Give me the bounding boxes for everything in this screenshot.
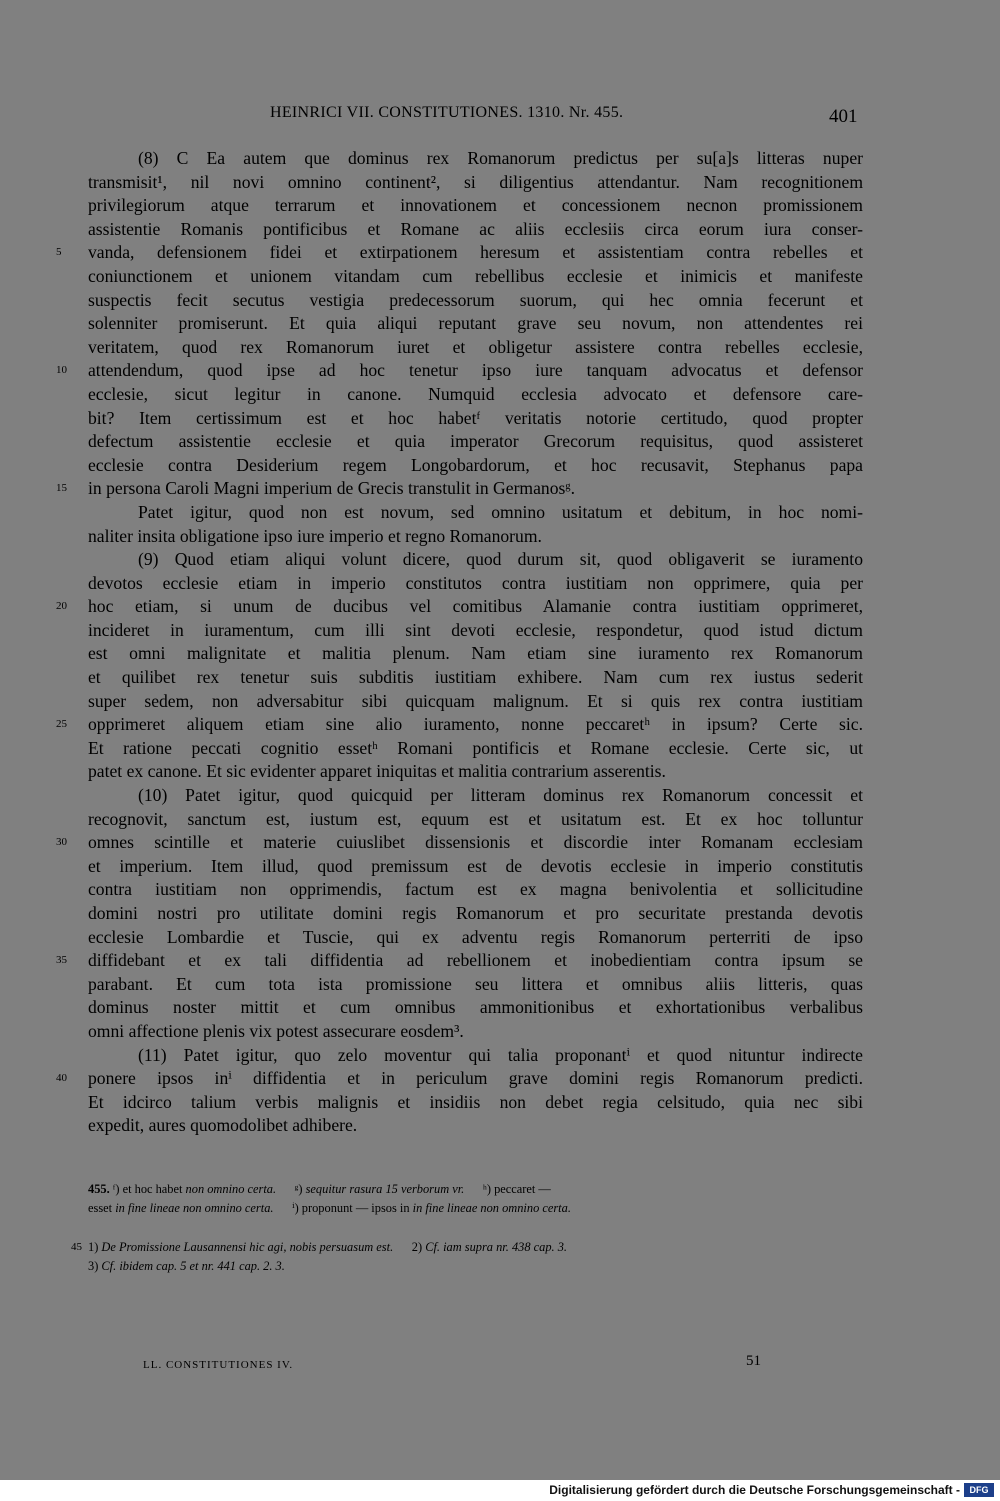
footnote-part: ᶠ) et hoc habet bbox=[112, 1182, 186, 1196]
text-line bbox=[88, 194, 863, 218]
text-line-content: coniunctionem et unionem vitandam cum rebellibus ecclesie et inimicis et manifeste bbox=[88, 265, 863, 286]
text-line-content: parabant. Et cum tota ista promissione seu littera et omnibus aliis litteris, quas bbox=[88, 973, 863, 994]
text-line bbox=[88, 1044, 863, 1068]
text-line-content: patet ex canone. Et sic evidenter apparet iniquitas et malitia contrarium asserentis. bbox=[88, 761, 666, 782]
text-line bbox=[88, 619, 863, 643]
footnote-part: Cf. ibidem cap. 5 et nr. 441 cap. 2. 3. bbox=[101, 1259, 285, 1273]
text-line-content: solenniter promiserunt. Et quia aliqui reputant grave seu novum, non attendentes rei bbox=[88, 313, 863, 334]
text-line-content: contra iustitiam non opprimendis, factum est ex magna benivolentia et sollicitudine bbox=[88, 879, 863, 900]
text-line bbox=[56, 241, 863, 265]
footnote-part: 3) bbox=[88, 1259, 102, 1273]
text-line bbox=[56, 477, 863, 501]
text-line-content: transmisit¹, nil novi omnino continent², si diligentius attendantur. Nam recognitionem bbox=[88, 171, 863, 192]
text-line bbox=[88, 1114, 863, 1138]
line-number: 45 bbox=[71, 1241, 82, 1253]
text-line-content: (9) Quod etiam aliqui volunt dicere, quod durum sit, quod obligaverit se iuramento bbox=[138, 549, 863, 570]
text-line bbox=[88, 336, 863, 360]
text-line-content: opprimeret aliquem etiam sine alio iuramento, nonne peccaretʰ in ipsum? Certe sic. bbox=[88, 714, 863, 735]
text-line bbox=[88, 218, 863, 242]
footnote-part: 2) bbox=[393, 1240, 426, 1254]
text-line bbox=[56, 713, 863, 737]
text-line bbox=[88, 855, 863, 879]
text-line-content: in persona Caroli Magni imperium de Grecis transtulit in Germanosᵍ. bbox=[88, 478, 576, 499]
running-header: HEINRICI VII. CONSTITUTIONES. 1310. Nr. 455. bbox=[270, 104, 624, 121]
page-number: 401 bbox=[829, 106, 858, 127]
text-line bbox=[88, 737, 863, 761]
text-line-content: est omni malignitate et malitia plenum. Nam etiam sine iuramento rex Romanorum bbox=[88, 643, 863, 664]
text-line-content: Et ratione peccati cognitio essetʰ Romani pontificis et Romane ecclesie. Certe sic, ut bbox=[88, 737, 863, 758]
text-line-content: ecclesie Lombardie et Tuscie, qui ex adventu regis Romanorum perterriti de ipso bbox=[88, 926, 863, 947]
text-line bbox=[56, 1067, 863, 1091]
text-line bbox=[88, 548, 863, 572]
text-line bbox=[88, 666, 863, 690]
text-line bbox=[88, 525, 863, 549]
footnote-part: sequitur rasura 15 verborum vr. bbox=[305, 1182, 465, 1196]
text-line-content: ecclesie, sicut legitur in canone. Numquid ecclesia advocato et defensore care- bbox=[88, 383, 863, 404]
text-line bbox=[88, 642, 863, 666]
footnote-line bbox=[88, 1257, 863, 1276]
line-number: 10 bbox=[56, 364, 67, 377]
text-line bbox=[56, 359, 863, 383]
text-line-content: hoc etiam, si unum de ducibus vel comitibus Alamanie contra iustitiam opprimeret, bbox=[88, 596, 863, 617]
text-line bbox=[56, 831, 863, 855]
text-line-content: ecclesie contra Desiderium regem Longobardorum, et hoc recusavit, Stephanus papa bbox=[88, 454, 863, 475]
credit-text: Digitalisierung gefördert durch die Deutsche Forschungsgemeinschaft - bbox=[549, 1483, 960, 1497]
text-line bbox=[56, 949, 863, 973]
footnote-part: 1) bbox=[88, 1240, 102, 1254]
footnote-part: 455. bbox=[88, 1182, 113, 1196]
text-line-content: assistentie Romanis pontificibus et Romane ac aliis ecclesiis circa eorum iura conser- bbox=[88, 218, 863, 239]
text-line-content: (11) Patet igitur, quo zelo moventur qui talia proponantⁱ et quod nituntur indirecte bbox=[138, 1044, 863, 1065]
text-line bbox=[88, 926, 863, 950]
text-line-content: domini nostri pro utilitate domini regis Romanorum et pro securitate prestanda devotis bbox=[88, 903, 863, 923]
footnote-part: in fine lineae non omnino certa. bbox=[412, 1201, 571, 1215]
text-line-content: (8) C Ea autem que dominus rex Romanorum predictus per su[a]s litteras nuper bbox=[138, 148, 863, 168]
text-line bbox=[88, 501, 863, 525]
text-line-content: Patet igitur, quod non est novum, sed omnino usitatum et debitum, in hoc nomi- bbox=[138, 501, 863, 522]
line-number: 30 bbox=[56, 836, 67, 849]
footnote-line bbox=[88, 1180, 863, 1199]
text-line-content: naliter insita obligatione ipso iure imperio et regno Romanorum. bbox=[88, 525, 542, 546]
footer-series: LL. CONSTITUTIONES IV. bbox=[143, 1359, 294, 1371]
text-line-content: expedit, aures quomodolibet adhibere. bbox=[88, 1115, 358, 1136]
text-line bbox=[88, 430, 863, 454]
footnote-part: ⁱ) proponunt — ipsos in bbox=[273, 1201, 413, 1215]
variant-notes bbox=[88, 1180, 863, 1218]
dfg-logo[interactable]: DFG bbox=[964, 1483, 994, 1497]
line-number: 35 bbox=[56, 954, 67, 967]
text-line bbox=[88, 312, 863, 336]
text-line bbox=[88, 1091, 863, 1115]
footnote-line bbox=[71, 1238, 863, 1257]
text-line-content: vanda, defensionem fidei et extirpationem heresum et assistentiam contra rebelles et bbox=[88, 242, 863, 263]
line-number: 20 bbox=[56, 600, 67, 613]
text-line-content: recognovit, sanctum est, iustum est, equum est et usitatum est. Et ex hoc tolluntur bbox=[88, 808, 863, 829]
text-line bbox=[88, 973, 863, 997]
footnote-part: esset bbox=[88, 1201, 116, 1215]
line-number: 40 bbox=[56, 1072, 67, 1085]
text-line-content: veritatem, quod rex Romanorum iuret et obligetur assistere contra rebelles ecclesie, bbox=[88, 336, 863, 357]
source-notes bbox=[71, 1238, 863, 1276]
text-line-content: et quilibet rex tenetur suis subditis iustitiam exhibere. Nam cum rex iustus sederit bbox=[88, 667, 863, 688]
text-line-content: attendendum, quod ipse ad hoc tenetur ipso iure tanquam advocatus et defensor bbox=[88, 360, 863, 381]
text-line-content: Et idcirco talium verbis malignis et insidiis non debet regia celsitudo, quia nec sibi bbox=[88, 1091, 863, 1112]
text-line-content: defectum assistentie ecclesie et quia imperator Grecorum requisitus, quod assisteret bbox=[88, 431, 863, 452]
text-line bbox=[88, 996, 863, 1020]
text-line bbox=[88, 265, 863, 289]
text-line-content: dominus noster mittit et cum omnibus ammonitionibus et exhortationibus verbalibus bbox=[88, 997, 863, 1018]
text-line bbox=[88, 454, 863, 478]
text-line bbox=[56, 595, 863, 619]
footnote-part: Cf. iam supra nr. 438 cap. 3. bbox=[425, 1240, 568, 1254]
footnote-part: ᵍ) bbox=[276, 1182, 306, 1196]
text-line-content: diffidebant et ex tali diffidentia ad rebellionem et inobedientiam contra ipsum se bbox=[88, 950, 863, 971]
text-line bbox=[88, 383, 863, 407]
digitization-credit-bar bbox=[0, 1480, 1000, 1501]
text-line bbox=[88, 1020, 863, 1044]
text-line bbox=[88, 572, 863, 596]
text-line bbox=[88, 760, 863, 784]
text-line bbox=[88, 690, 863, 714]
text-line bbox=[88, 808, 863, 832]
footnote-part: in fine lineae non omnino certa. bbox=[115, 1201, 274, 1215]
footnote-part: non omnino certa. bbox=[185, 1182, 277, 1196]
text-line bbox=[88, 902, 863, 926]
footnote-line bbox=[88, 1199, 863, 1218]
text-line-content: suspectis fecit secutus vestigia predecessorum suorum, qui hec omnia fecerunt et bbox=[88, 289, 863, 310]
footnote-part: De Promissione Lausannensi hic agi, nobis persuasum est. bbox=[101, 1240, 394, 1254]
text-line-content: devotos ecclesie etiam in imperio constitutos contra iustitiam non opprimere, quia per bbox=[88, 572, 863, 593]
footer-signature: 51 bbox=[746, 1353, 761, 1369]
text-line-content: omnes scintille et materie cuiuslibet dissensionis et discordie inter Romanam ecclesiam bbox=[88, 832, 863, 853]
text-line bbox=[88, 407, 863, 431]
text-line-content: bit? Item certissimum est et hoc habetᶠ veritatis notorie certitudo, quod propter bbox=[88, 407, 863, 428]
text-line bbox=[88, 289, 863, 313]
text-line bbox=[88, 147, 863, 171]
text-line-content: super sedem, non adversabitur sibi quicquam malignum. Et si quis rex contra iustitiam bbox=[88, 690, 863, 711]
text-line bbox=[88, 784, 863, 808]
text-line-content: incideret in iuramentum, cum illi sint devoti ecclesie, respondetur, quod istud dictum bbox=[88, 619, 863, 640]
line-number: 25 bbox=[56, 718, 67, 731]
line-number: 5 bbox=[56, 246, 62, 259]
text-line bbox=[88, 171, 863, 195]
text-line-content: (10) Patet igitur, quod quicquid per litteram dominus rex Romanorum concessit et bbox=[138, 785, 863, 806]
text-line-content: omni affectione plenis vix potest assecurare eosdem³. bbox=[88, 1020, 464, 1041]
main-text-block bbox=[56, 147, 863, 1138]
text-line bbox=[88, 878, 863, 902]
text-line-content: ponere ipsos inⁱ diffidentia et in periculum grave domini regis Romanorum predicti. bbox=[88, 1068, 863, 1089]
text-line-content: et imperium. Item illud, quod premissum est de devotis ecclesie in imperio constitutis bbox=[88, 855, 863, 876]
line-number: 15 bbox=[56, 482, 67, 495]
footnote-part: ʰ) peccaret — bbox=[464, 1182, 551, 1196]
text-line-content: privilegiorum atque terrarum et innovationem et concessionem necnon promissionem bbox=[88, 195, 863, 216]
